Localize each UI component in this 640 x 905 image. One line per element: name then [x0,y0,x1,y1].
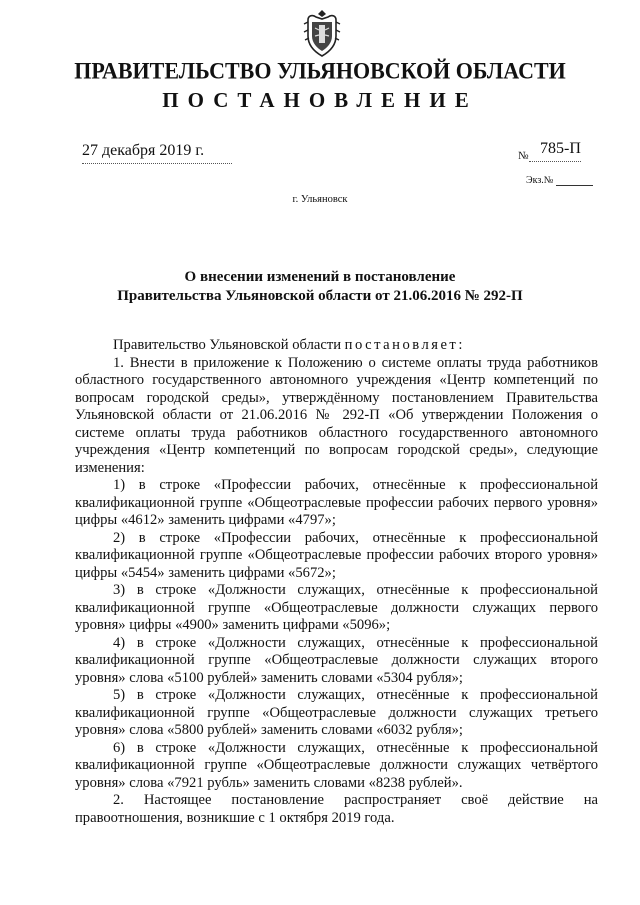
document-body [75,337,598,827]
subitem-3: 3) в строке «Должности служащих, отнесённые к профессиональной квалификационной группе «Общеотраслевые должности служащих первого уровня» цифры «4900» заменить цифрами «5096»; [75,582,598,633]
subitem-2: 2) в строке «Профессии рабочих, отнесённые к профессиональной квалификационной группе «Общеотраслевые профессии рабочих второго уровня» цифры «5454» заменить цифрами «5672»; [75,529,598,581]
document-date: 27 декабря 2019 г. [82,142,205,159]
intro-paragraph [75,337,598,355]
document-title [60,268,580,306]
intro-colon: : [458,337,463,353]
copy-label: Экз.№ [526,175,554,186]
city: г. Ульяновск [292,194,348,205]
document-type: ПОСТАНОВЛЕНИЕ [162,88,478,112]
document-number: 785-П [540,140,581,157]
intro-decree-word: постановляет [344,337,459,353]
title-line-1: О внесении изменений в постановление [184,269,456,285]
government-name: ПРАВИТЕЛЬСТВО УЛЬЯНОВСКОЙ ОБЛАСТИ [74,57,566,84]
subitem-4: 4) в строке «Должности служащих, отнесённые к профессиональной квалификационной группе «Общеотраслевые должности служащих второго уровня» слова «5100 рублей» заменить словами «5304 рубля»; [75,634,598,686]
title-line-2: Правительства Ульяновской области от 21.06.2016 № 292-П [117,288,523,304]
paragraph-1: 1. Внести в приложение к Положению о системе оплаты труда работников областного государственного автономного учреждения «Центр компетенций по вопросам городской среды», утверждённому постановлением Правительства Ульяновской области от 21.06.2016 № 292-П «Об утверждении Положения о системе оплаты труда работников областного государственного автономного учреждения «Центр компетенций по вопросам городской среды», следующие изменения: [75,354,598,476]
number-underline [529,161,581,162]
number-sign: № [518,150,529,162]
date-underline [82,163,232,164]
paragraph-2: 2. Настоящее постановление распространяет своё действие на правоотношения, возникшие с 1 октября 2019 года. [75,792,598,826]
subitem-5: 5) в строке «Должности служащих, отнесённые к профессиональной квалификационной группе «Общеотраслевые должности служащих третьего уровня» слова «5800 рублей» заменить словами «6032 рубля»; [75,687,598,738]
copy-underline [556,185,593,186]
subitem-1: 1) в строке «Профессии рабочих, отнесённые к профессиональной квалификационной группе «Общеотраслевые профессии рабочих первого уровня» цифры «4612» заменить цифрами «4797»; [75,477,598,528]
coat-of-arms-icon [302,8,342,58]
intro-text: Правительство Ульяновской области [113,337,345,353]
subitem-6: 6) в строке «Должности служащих, отнесённые к профессиональной квалификационной группе «Общеотраслевые должности служащих четвёртого уровня» слова «7921 рубль» заменить словами «8238 рублей». [75,739,598,791]
